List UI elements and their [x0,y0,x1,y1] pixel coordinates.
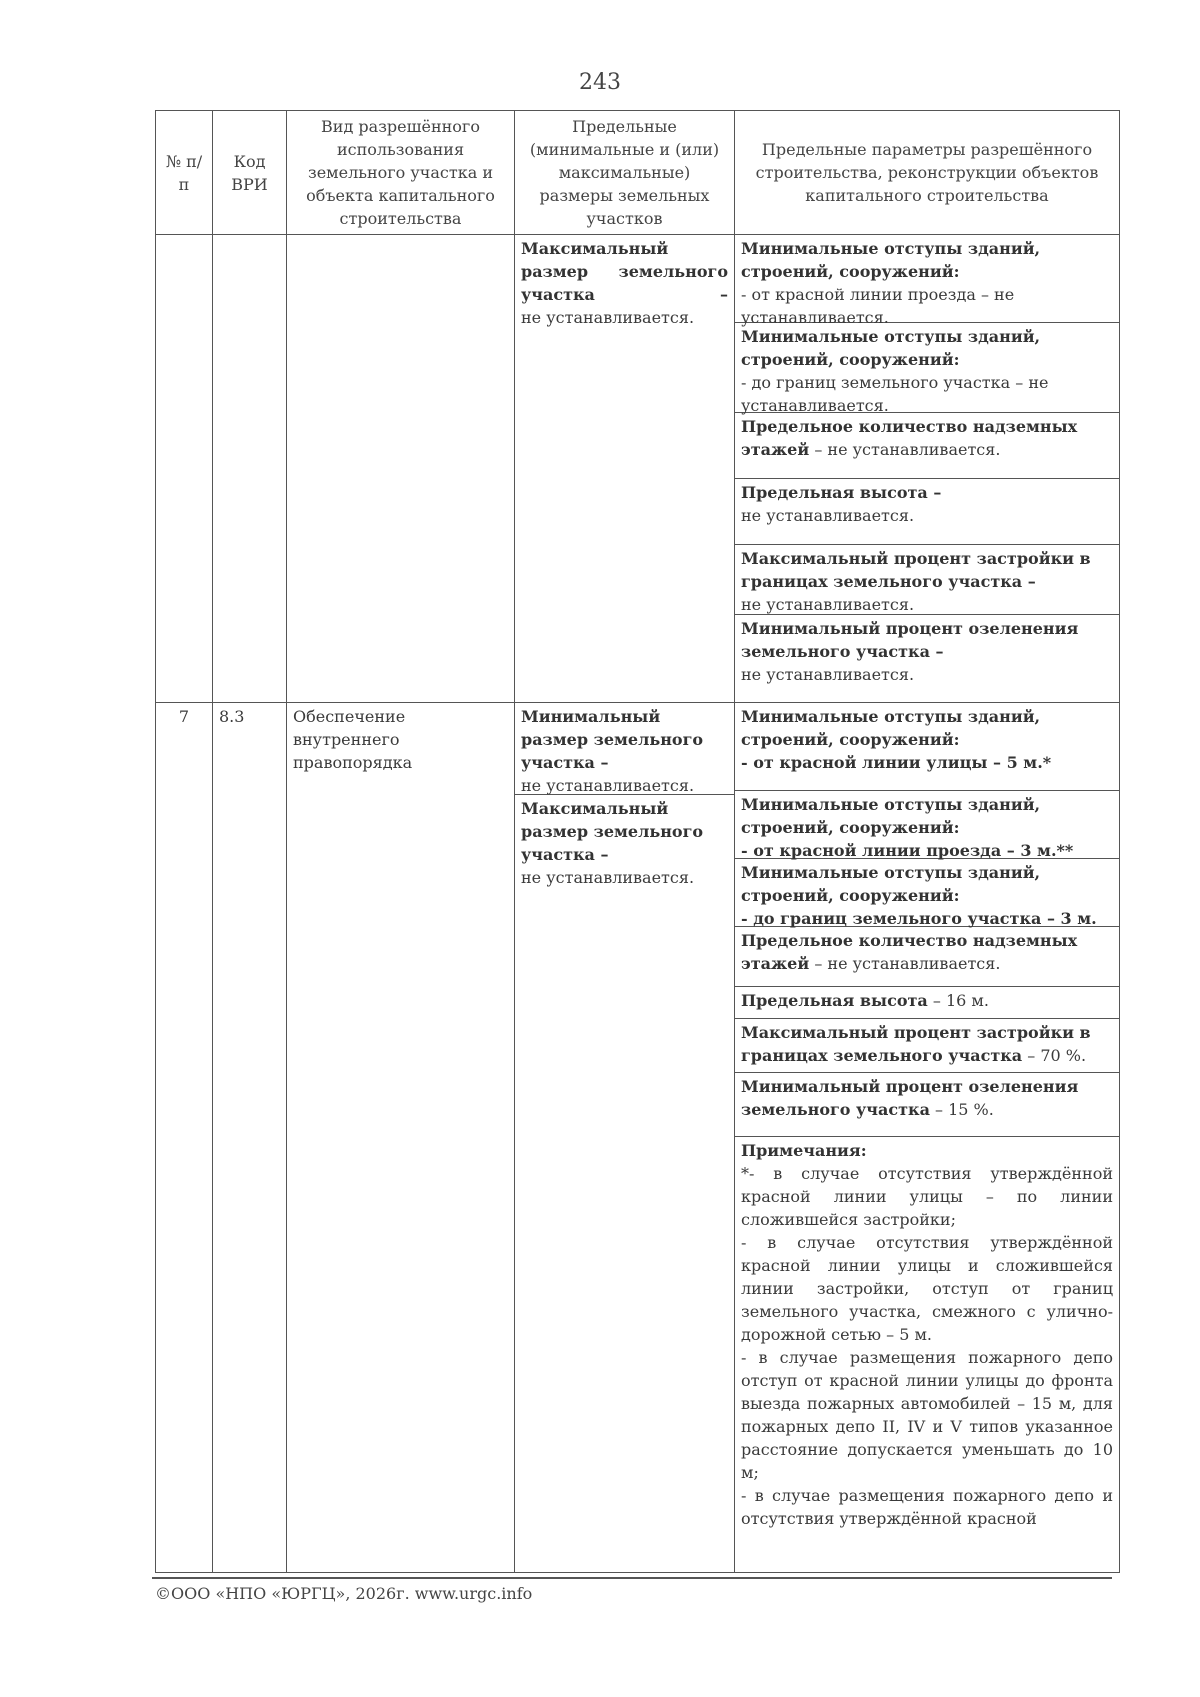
header-kind: Вид разрешённого использования земельного участка и объекта капитального строительства [287,111,515,235]
param-block [735,235,1119,327]
cell-size [515,235,735,703]
param-title: Предельное количество надземных этажей [741,417,1078,459]
size-max-value: не устанавливается. [521,868,695,887]
size-min-value: не устанавливается. [521,776,695,795]
param-block [735,791,1119,859]
param-text: - до границ земельного участка – не устанавливается. [741,373,1049,415]
param-text: - до границ земельного участка – 3 м. [741,909,1097,928]
param-block [735,479,1119,545]
param-text: - от красной линии проезда – не устанавливается. [741,285,1015,327]
cell-num: 7 [156,703,213,1573]
size-max-title: Максимальный размер земельного участка – [521,239,728,304]
cell-kind: Обеспечение внутреннего правопорядка [287,703,515,1573]
cell-num [156,235,213,703]
param-title: Предельное количество надземных этажей [741,931,1078,973]
param-block [735,323,1119,413]
param-text: - от красной линии улицы – 5 м.* [741,753,1052,772]
param-text: не устанавливается. [741,665,915,684]
note-item: - в случае отсутствия утверждённой красной линии улицы и сложившейся линии застройки, отступ от границ земельного участка, смежного с улично-дорожной сетью – 5 м. [741,1233,1113,1344]
param-block [735,1073,1119,1137]
param-text: – не устанавливается. [809,440,1001,459]
param-block [735,987,1119,1019]
param-text: – не устанавливается. [809,954,1001,973]
size-min-block [515,703,734,795]
cell-kind [287,235,515,703]
table-row-7 [156,703,1120,1573]
param-title: Минимальный процент озеленения земельного участка – [741,619,1079,661]
footer-copyright: ©ООО «НПО «ЮРГЦ», 2026г. www.urgc.info [155,1584,533,1603]
param-block [735,413,1119,479]
param-text: не устанавливается. [741,595,915,614]
size-max-title: Максимальный размер земельного участка – [521,799,704,864]
size-max-value: не устанавливается. [521,308,695,327]
footer-divider [152,1577,1112,1579]
param-text: - от красной линии проезда – 3 м.** [741,841,1074,860]
param-block [735,703,1119,791]
note-item: *- в случае отсутствия утверждённой красной линии улицы – по линии сложившейся застройки; [741,1164,1113,1229]
param-block [735,859,1119,927]
param-title: Максимальный процент застройки в границах земельного участка – [741,549,1091,591]
header-code: Код ВРИ [213,111,287,235]
param-title: Минимальные отступы зданий, строений, сооружений: [741,863,1041,905]
param-title: Минимальный процент озеленения земельного участка [741,1077,1079,1119]
cell-code: 8.3 [213,703,287,1573]
cell-size [515,703,735,1573]
note-item: - в случае размещения пожарного депо и отсутствия утверждённой красной [741,1486,1113,1528]
note-item: - в случае размещения пожарного депо отступ от красной линии улицы до фронта выезда пожарных автомобилей – 15 м, для пожарных депо II, IV и V типов указанное расстояние допускается уменьшать до 10 м; [741,1348,1113,1482]
table-header-row [156,111,1120,235]
param-title: Предельная высота [741,991,928,1010]
table-row-prev [156,235,1120,703]
header-num: № п/п [156,111,213,235]
param-text: – 70 %. [1022,1046,1087,1065]
param-title: Минимальные отступы зданий, строений, сооружений: [741,239,1041,281]
notes-block [735,1137,1119,1534]
param-block [735,1019,1119,1073]
param-title: Минимальные отступы зданий, строений, сооружений: [741,707,1041,749]
param-block [735,615,1119,685]
page-number: 243 [579,70,621,95]
param-text: не устанавливается. [741,506,915,525]
size-min-title: Минимальный размер земельного участка – [521,707,704,772]
notes-title: Примечания: [741,1141,867,1160]
param-title: Минимальные отступы зданий, строений, сооружений: [741,795,1041,837]
cell-params [735,235,1120,703]
header-params: Предельные параметры разрешённого строительства, реконструкции объектов капитального строительства [735,111,1120,235]
param-title: Предельная высота – [741,483,942,502]
header-size: Предельные (минимальные и (или) максимальные) размеры земельных участков [515,111,735,235]
param-title: Максимальный процент застройки в границах земельного участка [741,1023,1091,1065]
param-text: – 15 %. [929,1100,994,1119]
cell-code [213,235,287,703]
param-text: – 16 м. [927,991,989,1010]
size-max-block [515,795,734,893]
param-block [735,927,1119,987]
land-use-table [155,110,1120,1573]
param-block [735,545,1119,615]
param-title: Минимальные отступы зданий, строений, сооружений: [741,327,1041,369]
cell-params [735,703,1120,1573]
